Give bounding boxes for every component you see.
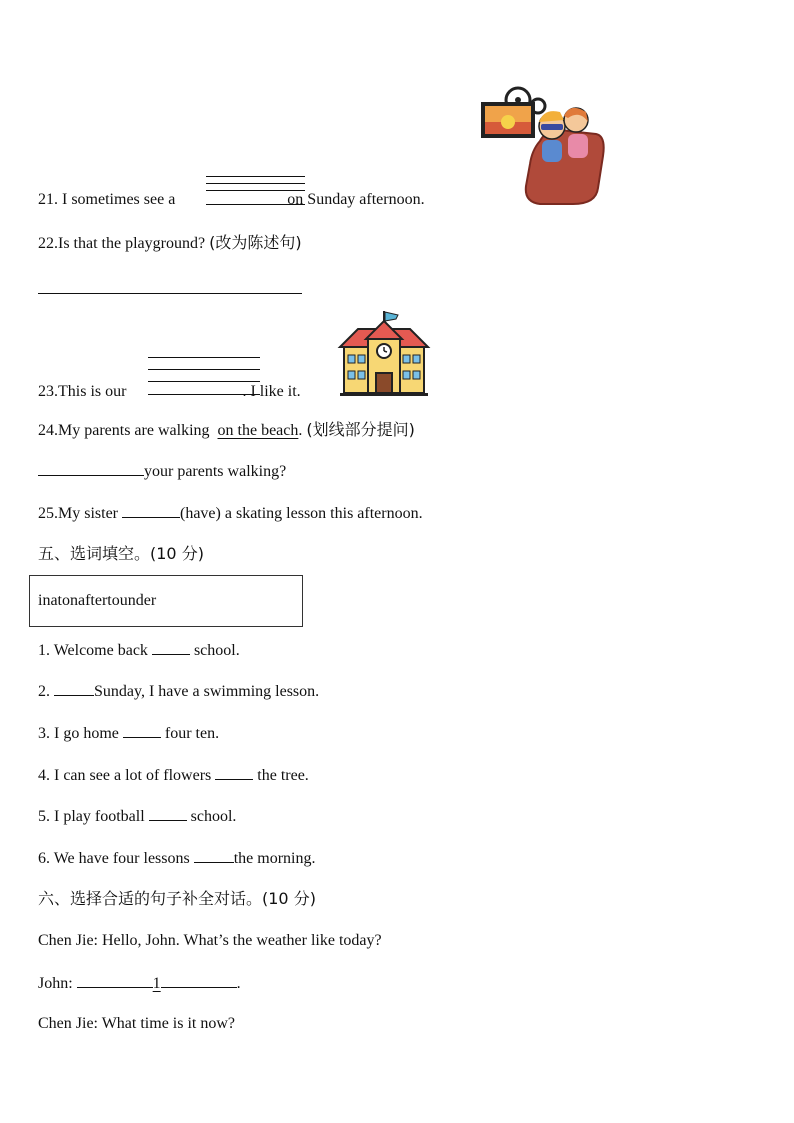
question-text-before: 24.My parents are walking bbox=[38, 422, 210, 439]
question-text-after: (have) a skating lesson this afternoon. bbox=[180, 505, 423, 522]
question-23 bbox=[38, 382, 301, 402]
fill-item-5 bbox=[38, 806, 236, 827]
fill-item-1 bbox=[38, 640, 240, 661]
question-24-answer bbox=[38, 461, 286, 482]
answer-blank[interactable] bbox=[77, 973, 153, 988]
answer-blank[interactable] bbox=[215, 765, 253, 780]
dialogue-line-1: Chen Jie: Hello, John. What’s the weather like today? bbox=[38, 932, 382, 949]
item-text-after: Sunday, I have a swimming lesson. bbox=[94, 683, 320, 700]
question-text-before: 25.My sister bbox=[38, 505, 118, 522]
answer-blank[interactable] bbox=[38, 461, 144, 476]
school-building-illustration-icon bbox=[336, 309, 432, 402]
item-text-after: the morning. bbox=[233, 850, 316, 867]
fill-item-3 bbox=[38, 723, 219, 744]
item-text-before: 6. We have four lessons bbox=[38, 850, 190, 867]
item-text-before: 5. I play football bbox=[38, 808, 145, 825]
question-25 bbox=[38, 503, 423, 524]
question-text-after: . bbox=[298, 422, 303, 439]
answer-blank[interactable] bbox=[149, 806, 187, 821]
question-instruction: (改为陈述句) bbox=[209, 233, 302, 252]
item-text-before: 3. I go home bbox=[38, 725, 119, 742]
question-text-after: . I like it. bbox=[242, 383, 301, 400]
question-text: 22.Is that the playground? bbox=[38, 235, 206, 252]
item-text-before: 4. I can see a lot of flowers bbox=[38, 767, 212, 784]
answer-blank[interactable] bbox=[122, 503, 180, 518]
question-text-before: . I sometimes see a bbox=[54, 191, 176, 208]
question-21 bbox=[38, 190, 425, 210]
section-6-title: 六、选择合适的句子补全对话。(10 分) bbox=[38, 889, 316, 908]
answer-blank[interactable] bbox=[161, 973, 237, 988]
answer-blank[interactable] bbox=[123, 723, 161, 738]
item-text-before: 1. Welcome back bbox=[38, 642, 148, 659]
blank-number: 1 bbox=[152, 975, 161, 992]
question-text-after: your parents walking? bbox=[144, 463, 287, 480]
fill-item-6 bbox=[38, 848, 315, 869]
question-22 bbox=[38, 233, 302, 254]
word-bank-text: inatonaftertounder bbox=[38, 592, 157, 609]
item-text-after: four ten. bbox=[164, 725, 220, 742]
dialogue-line-3: Chen Jie: What time is it now? bbox=[38, 1015, 236, 1032]
item-text-after: school. bbox=[190, 808, 237, 825]
section-5-title: 五、选词填空。(10 分) bbox=[38, 544, 204, 563]
fill-item-2 bbox=[38, 681, 319, 702]
fill-item-4 bbox=[38, 765, 309, 786]
dialogue-line-2 bbox=[38, 973, 241, 994]
word-bank-box bbox=[29, 575, 303, 627]
answer-blank[interactable] bbox=[194, 848, 234, 863]
answer-line[interactable] bbox=[38, 293, 302, 294]
question-instruction: (划线部分提问) bbox=[306, 420, 415, 439]
question-text-before: 23.This is our bbox=[38, 383, 127, 400]
answer-blank[interactable] bbox=[54, 681, 94, 696]
underlined-phrase: on the beach bbox=[217, 422, 299, 439]
item-text-before: 2. bbox=[38, 683, 50, 700]
question-text-after: on Sunday afternoon. bbox=[287, 191, 425, 208]
cinema-kids-illustration-icon bbox=[478, 86, 608, 215]
speaker-label: John: bbox=[38, 975, 73, 992]
item-text-after: school. bbox=[193, 642, 240, 659]
question-24 bbox=[38, 420, 415, 441]
item-text-after: the tree. bbox=[257, 767, 309, 784]
answer-blank[interactable] bbox=[152, 640, 190, 655]
question-number: 21 bbox=[38, 191, 54, 208]
sentence-end: . bbox=[236, 975, 241, 992]
